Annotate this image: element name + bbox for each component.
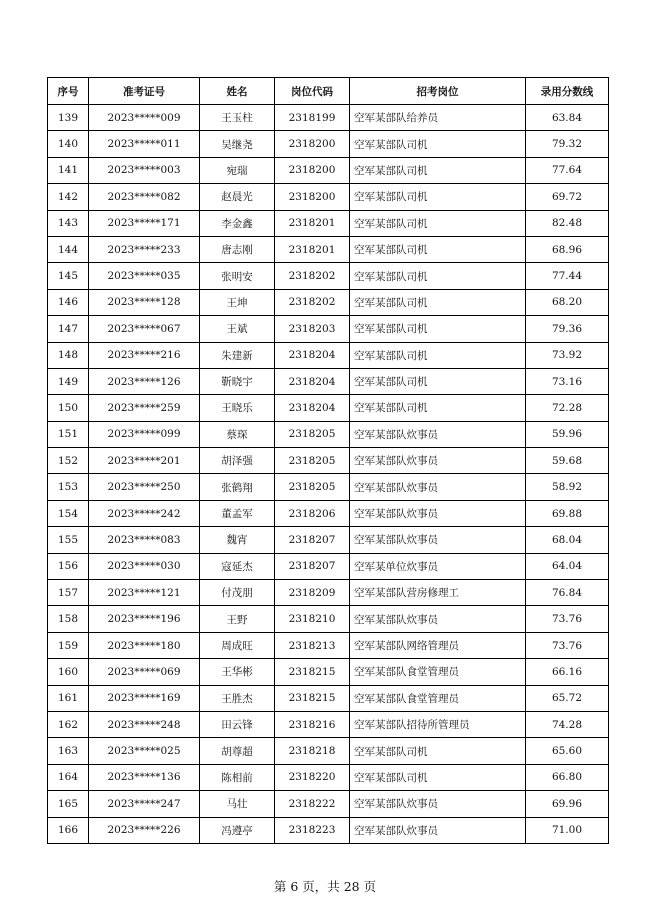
ticket-number: 2023*****011 <box>89 131 200 157</box>
post-code: 2318215 <box>275 685 350 711</box>
ticket-number: 2023*****226 <box>89 817 200 843</box>
post-title: 空军某部队司机 <box>350 342 526 368</box>
row-index: 160 <box>48 659 89 685</box>
candidate-name: 吴继尧 <box>200 131 275 157</box>
candidate-name: 冯遵亭 <box>200 817 275 843</box>
post-title: 空军某部队炊事员 <box>350 500 526 526</box>
page-number: 第 6 页，共 28 页 <box>273 879 377 894</box>
ticket-number: 2023*****201 <box>89 448 200 474</box>
table-row <box>48 474 609 500</box>
table-row <box>48 632 609 658</box>
score-line: 65.60 <box>526 738 609 764</box>
score-line: 63.84 <box>526 105 609 131</box>
score-line: 77.64 <box>526 157 609 183</box>
candidate-name: 王晓乐 <box>200 395 275 421</box>
score-line: 66.16 <box>526 659 609 685</box>
score-line: 73.76 <box>526 632 609 658</box>
candidate-name: 陈相前 <box>200 764 275 790</box>
post-code: 2318207 <box>275 553 350 579</box>
post-code: 2318209 <box>275 580 350 606</box>
post-title: 空军某部队营房修理工 <box>350 580 526 606</box>
table-row <box>48 553 609 579</box>
ticket-number: 2023*****259 <box>89 395 200 421</box>
table-row <box>48 580 609 606</box>
post-title: 空军某部队招待所管理员 <box>350 711 526 737</box>
table-row <box>48 342 609 368</box>
post-code: 2318205 <box>275 474 350 500</box>
post-code: 2318201 <box>275 210 350 236</box>
ticket-number: 2023*****128 <box>89 289 200 315</box>
row-index: 157 <box>48 580 89 606</box>
post-code: 2318205 <box>275 421 350 447</box>
ticket-number: 2023*****025 <box>89 738 200 764</box>
table-row <box>48 263 609 289</box>
post-title: 空军某部队司机 <box>350 368 526 394</box>
ticket-number: 2023*****009 <box>89 105 200 131</box>
score-line: 73.76 <box>526 606 609 632</box>
table-row <box>48 738 609 764</box>
ticket-number: 2023*****069 <box>89 659 200 685</box>
row-index: 143 <box>48 210 89 236</box>
score-line: 59.96 <box>526 421 609 447</box>
score-line: 69.72 <box>526 184 609 210</box>
candidate-name: 蔡琛 <box>200 421 275 447</box>
row-index: 165 <box>48 791 89 817</box>
score-line: 69.88 <box>526 500 609 526</box>
post-title: 空军某部队司机 <box>350 157 526 183</box>
post-code: 2318223 <box>275 817 350 843</box>
post-code: 2318200 <box>275 131 350 157</box>
score-line: 71.00 <box>526 817 609 843</box>
table-row <box>48 606 609 632</box>
ticket-number: 2023*****121 <box>89 580 200 606</box>
candidate-name: 董孟军 <box>200 500 275 526</box>
ticket-number: 2023*****233 <box>89 236 200 262</box>
table-row <box>48 659 609 685</box>
row-index: 150 <box>48 395 89 421</box>
post-code: 2318206 <box>275 500 350 526</box>
candidate-name: 靳晓宇 <box>200 368 275 394</box>
score-line: 74.28 <box>526 711 609 737</box>
post-title: 空军某部队炊事员 <box>350 527 526 553</box>
candidate-name: 王华彬 <box>200 659 275 685</box>
post-code: 2318215 <box>275 659 350 685</box>
post-code: 2318220 <box>275 764 350 790</box>
ticket-number: 2023*****099 <box>89 421 200 447</box>
candidate-name: 朱建新 <box>200 342 275 368</box>
candidate-name: 魏宵 <box>200 527 275 553</box>
table-row <box>48 500 609 526</box>
col-header-name: 姓名 <box>200 78 275 105</box>
post-title: 空军某部队司机 <box>350 289 526 315</box>
candidate-name: 周成旺 <box>200 632 275 658</box>
score-line: 77.44 <box>526 263 609 289</box>
post-title: 空军某部队食堂管理员 <box>350 685 526 711</box>
row-index: 155 <box>48 527 89 553</box>
post-title: 空军某部队司机 <box>350 131 526 157</box>
post-title: 空军某部队炊事员 <box>350 606 526 632</box>
post-code: 2318200 <box>275 157 350 183</box>
candidate-name: 田云锋 <box>200 711 275 737</box>
table-row <box>48 791 609 817</box>
post-code: 2318213 <box>275 632 350 658</box>
ticket-number: 2023*****067 <box>89 316 200 342</box>
ticket-number: 2023*****216 <box>89 342 200 368</box>
score-line: 76.84 <box>526 580 609 606</box>
post-code: 2318199 <box>275 105 350 131</box>
table-row <box>48 764 609 790</box>
col-header-index: 序号 <box>48 78 89 105</box>
post-code: 2318205 <box>275 448 350 474</box>
post-title: 空军某部队司机 <box>350 764 526 790</box>
table-row <box>48 368 609 394</box>
post-title: 空军某单位炊事员 <box>350 553 526 579</box>
post-code: 2318210 <box>275 606 350 632</box>
candidate-name: 李金鑫 <box>200 210 275 236</box>
score-table <box>47 77 609 844</box>
row-index: 161 <box>48 685 89 711</box>
post-title: 空军某部队司机 <box>350 738 526 764</box>
post-title: 空军某部队司机 <box>350 316 526 342</box>
post-title: 空军某部队给养员 <box>350 105 526 131</box>
candidate-name: 王胜杰 <box>200 685 275 711</box>
score-line: 79.32 <box>526 131 609 157</box>
post-title: 空军某部队司机 <box>350 395 526 421</box>
ticket-number: 2023*****126 <box>89 368 200 394</box>
table-row <box>48 210 609 236</box>
ticket-number: 2023*****250 <box>89 474 200 500</box>
post-code: 2318204 <box>275 342 350 368</box>
candidate-name: 寇延杰 <box>200 553 275 579</box>
table-row <box>48 448 609 474</box>
ticket-number: 2023*****242 <box>89 500 200 526</box>
candidate-name: 胡尊超 <box>200 738 275 764</box>
score-line: 66.80 <box>526 764 609 790</box>
post-title: 空军某部队食堂管理员 <box>350 659 526 685</box>
table-row <box>48 527 609 553</box>
row-index: 153 <box>48 474 89 500</box>
candidate-name: 张明安 <box>200 263 275 289</box>
table-row <box>48 184 609 210</box>
row-index: 152 <box>48 448 89 474</box>
row-index: 164 <box>48 764 89 790</box>
score-line: 73.92 <box>526 342 609 368</box>
table-row <box>48 685 609 711</box>
row-index: 166 <box>48 817 89 843</box>
score-line: 69.96 <box>526 791 609 817</box>
post-code: 2318202 <box>275 289 350 315</box>
table-row <box>48 105 609 131</box>
table-body <box>48 105 609 844</box>
candidate-name: 付茂朋 <box>200 580 275 606</box>
score-line: 59.68 <box>526 448 609 474</box>
score-line: 58.92 <box>526 474 609 500</box>
row-index: 154 <box>48 500 89 526</box>
table-row <box>48 236 609 262</box>
table-row <box>48 316 609 342</box>
col-header-score: 录用分数线 <box>526 78 609 105</box>
candidate-name: 胡泽强 <box>200 448 275 474</box>
candidate-name: 王斌 <box>200 316 275 342</box>
table-row <box>48 421 609 447</box>
row-index: 162 <box>48 711 89 737</box>
candidate-name: 赵晨光 <box>200 184 275 210</box>
row-index: 139 <box>48 105 89 131</box>
post-title: 空军某部队炊事员 <box>350 791 526 817</box>
post-code: 2318202 <box>275 263 350 289</box>
post-title: 空军某部队炊事员 <box>350 421 526 447</box>
post-title: 空军某部队司机 <box>350 236 526 262</box>
ticket-number: 2023*****247 <box>89 791 200 817</box>
score-line: 68.20 <box>526 289 609 315</box>
row-index: 147 <box>48 316 89 342</box>
ticket-number: 2023*****003 <box>89 157 200 183</box>
post-code: 2318216 <box>275 711 350 737</box>
row-index: 144 <box>48 236 89 262</box>
candidate-name: 张鹤翔 <box>200 474 275 500</box>
row-index: 149 <box>48 368 89 394</box>
row-index: 141 <box>48 157 89 183</box>
post-code: 2318203 <box>275 316 350 342</box>
col-header-ticket: 准考证号 <box>89 78 200 105</box>
post-code: 2318222 <box>275 791 350 817</box>
score-line: 79.36 <box>526 316 609 342</box>
row-index: 158 <box>48 606 89 632</box>
post-title: 空军某部队网络管理员 <box>350 632 526 658</box>
table-row <box>48 395 609 421</box>
candidate-name: 王坤 <box>200 289 275 315</box>
candidate-name: 马壮 <box>200 791 275 817</box>
ticket-number: 2023*****083 <box>89 527 200 553</box>
score-line: 65.72 <box>526 685 609 711</box>
score-line: 68.04 <box>526 527 609 553</box>
score-line: 82.48 <box>526 210 609 236</box>
table-row <box>48 131 609 157</box>
row-index: 146 <box>48 289 89 315</box>
table-header-row <box>48 78 609 105</box>
post-code: 2318204 <box>275 368 350 394</box>
candidate-name: 王玉柱 <box>200 105 275 131</box>
row-index: 159 <box>48 632 89 658</box>
ticket-number: 2023*****082 <box>89 184 200 210</box>
post-code: 2318201 <box>275 236 350 262</box>
post-title: 空军某部队炊事员 <box>350 474 526 500</box>
post-title: 空军某部队炊事员 <box>350 817 526 843</box>
row-index: 151 <box>48 421 89 447</box>
post-title: 空军某部队司机 <box>350 210 526 236</box>
table-row <box>48 157 609 183</box>
post-code: 2318204 <box>275 395 350 421</box>
row-index: 148 <box>48 342 89 368</box>
col-header-post: 招考岗位 <box>350 78 526 105</box>
row-index: 145 <box>48 263 89 289</box>
ticket-number: 2023*****030 <box>89 553 200 579</box>
ticket-number: 2023*****180 <box>89 632 200 658</box>
ticket-number: 2023*****196 <box>89 606 200 632</box>
ticket-number: 2023*****035 <box>89 263 200 289</box>
post-title: 空军某部队司机 <box>350 263 526 289</box>
ticket-number: 2023*****248 <box>89 711 200 737</box>
table-row <box>48 289 609 315</box>
table-row <box>48 711 609 737</box>
row-index: 140 <box>48 131 89 157</box>
row-index: 163 <box>48 738 89 764</box>
ticket-number: 2023*****169 <box>89 685 200 711</box>
post-code: 2318207 <box>275 527 350 553</box>
candidate-name: 宛瑞 <box>200 157 275 183</box>
score-line: 72.28 <box>526 395 609 421</box>
table-row <box>48 817 609 843</box>
post-title: 空军某部队炊事员 <box>350 448 526 474</box>
post-code: 2318218 <box>275 738 350 764</box>
col-header-post-code: 岗位代码 <box>275 78 350 105</box>
row-index: 142 <box>48 184 89 210</box>
post-title: 空军某部队司机 <box>350 184 526 210</box>
post-code: 2318200 <box>275 184 350 210</box>
row-index: 156 <box>48 553 89 579</box>
ticket-number: 2023*****136 <box>89 764 200 790</box>
candidate-name: 王野 <box>200 606 275 632</box>
score-line: 64.04 <box>526 553 609 579</box>
score-line: 68.96 <box>526 236 609 262</box>
score-line: 73.16 <box>526 368 609 394</box>
ticket-number: 2023*****171 <box>89 210 200 236</box>
candidate-name: 唐志刚 <box>200 236 275 262</box>
